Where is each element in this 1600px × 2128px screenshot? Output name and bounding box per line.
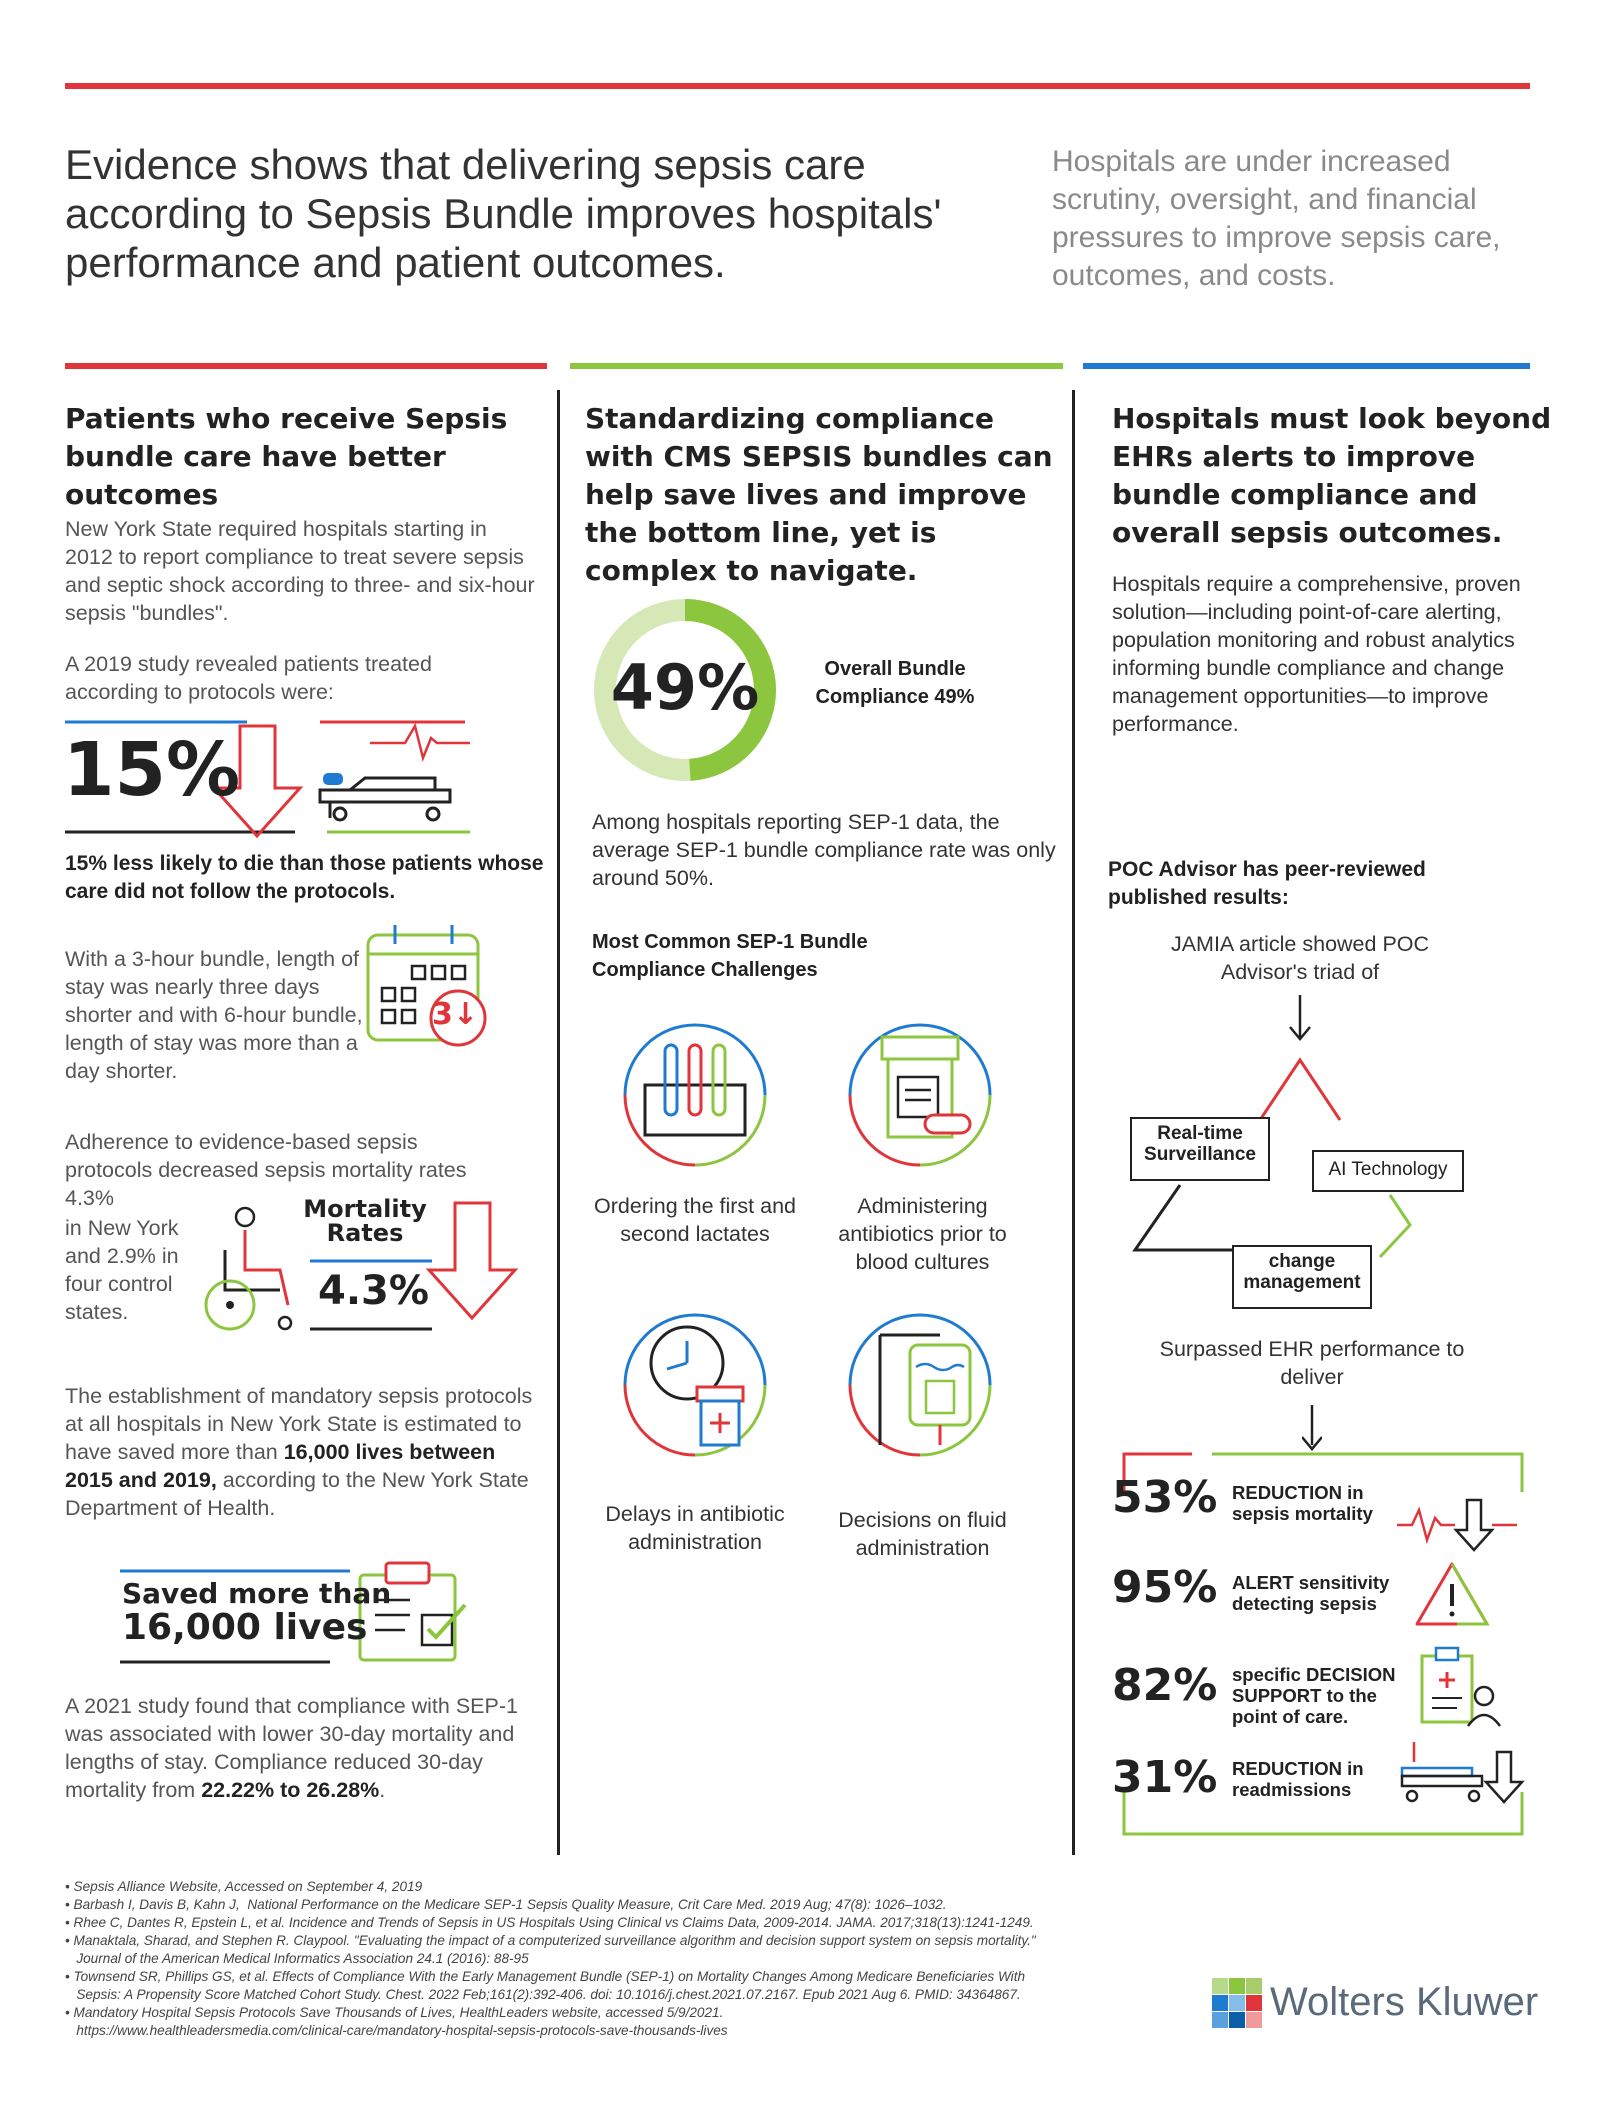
divider-1 [557, 390, 560, 1855]
establish-text: The establishment of mandatory sepsis protocols at all hospitals in New York State is estimated to have saved more than 16,000 lives between 2015 and 2019, according to the New York State Department of Health. [65, 1384, 533, 1520]
challenges-heading: Most Common SEP-1 Bundle Compliance Challenges [592, 931, 868, 981]
triad-real-time-surveillance: Real-time Surveillance [1130, 1117, 1270, 1181]
col2-p1: Among hospitals reporting SEP-1 data, the average SEP-1 bundle compliance rate was only around 50%. [592, 810, 1056, 890]
down-arrow-icon [1302, 1405, 1322, 1451]
reference-line: • Townsend SR, Phillips GS, et al. Effects of Compliance With the Early Management Bundle (SEP-1) on Mortality Changes Among Medicare Beneficiaries With [65, 1969, 1026, 1984]
los-text: With a 3-hour bundle, length of stay was nearly three days shorter and with 6-hour bundle, length of stay was more than a day shorter. [65, 947, 363, 1083]
col1-study-intro: A 2019 study revealed patients treated according to protocols were: [65, 652, 432, 704]
reference-line: Journal of the American Medical Informatics Association 24.1 (2016): 88-95 [65, 1951, 529, 1966]
antibiotics-icon [830, 1015, 1010, 1175]
col1-heading: Patients who receive Sepsis bundle care have better outcomes [65, 402, 508, 511]
reference-line: • Manaktala, Sharad, and Stephen R. Claypool. "Evaluating the impact of a computerized surveillance algorithm and decision support system on sepsis mortality." [65, 1933, 1036, 1948]
result-pct-4: 31% [1112, 1752, 1218, 1803]
subhead: Hospitals are under increased scrutiny, oversight, and financial pressures to improve sepsis care, outcomes, and costs. [1052, 145, 1501, 292]
test-tubes-icon [605, 1015, 785, 1175]
reference-line: Sepsis: A Propensity Score Matched Cohort Study. Chest. 2022 Feb;161(2):392-406. doi: 10.1016/j.chest.2021.07.2167. Epub 2021 Aug 6. PMID: 34364867. [65, 1987, 1021, 2002]
challenge-label-1: Ordering the first and second lactates [594, 1194, 796, 1246]
wheelchair-icon [206, 1208, 291, 1329]
iv-bag-icon [830, 1305, 1010, 1465]
triad-ai-technology: AI Technology [1312, 1150, 1464, 1192]
col1-intro: New York State required hospitals starting in 2012 to report compliance to treat severe sepsis and septic shock according to three- and six-hour sepsis "bundles". [65, 517, 535, 625]
stat15-value: 15% [63, 727, 241, 813]
reference-line: • Sepsis Alliance Website, Accessed on September 4, 2019 [65, 1879, 423, 1894]
alert-triangle-icon [1417, 1564, 1487, 1624]
surpassed-text: Surpassed EHR performance to deliver [1159, 1337, 1465, 1389]
wolters-kluwer-logo-icon [1212, 1978, 1264, 2030]
headline: Evidence shows that delivering sepsis care according to Sepsis Bundle improves hospitals' performance and patient outcomes. [65, 141, 942, 286]
challenge-label-2: Administering antibiotics prior to blood cultures [838, 1194, 1007, 1274]
result-desc-4: REDUCTION in readmissions [1232, 1758, 1364, 1800]
result-pct-3: 82% [1112, 1660, 1218, 1711]
challenge-label-4: Decisions on fluid administration [838, 1508, 1007, 1560]
heartbeat-down-icon [1397, 1500, 1517, 1550]
result-desc-2: ALERT sensitivity detecting sepsis [1232, 1572, 1390, 1614]
col2-rule [570, 363, 1063, 369]
pillow [323, 773, 343, 785]
col1-rule [65, 363, 547, 369]
clipboard-doctor-icon [1422, 1648, 1500, 1726]
col3-rule [1083, 363, 1530, 369]
mortality-label: Mortality Rates [303, 1195, 427, 1247]
reference-line: • Mandatory Hospital Sepsis Protocols Save Thousands of Lives, HealthLeaders website, accessed 5/9/2021. [65, 2005, 724, 2020]
brand-name: Wolters Kluwer [1270, 1980, 1539, 2024]
reference-line: https://www.healthleadersmedia.com/clinical-care/mandatory-hospital-sepsis-protocols-save-thousands-lives [65, 2023, 728, 2038]
study2021-text: A 2021 study found that compliance with SEP-1 was associated with lower 30-day mortality and lengths of stay. Compliance reduced 30-day mortality from 22.22% to 26.28%. [65, 1694, 518, 1802]
reference-line: • Barbash I, Davis B, Kahn J, National Performance on the Medicare SEP-1 Sepsis Quality Measure, Crit Care Med. 2019 Aug; 47(8): 1026–1032. [65, 1897, 947, 1912]
result-pct-2: 95% [1112, 1562, 1218, 1613]
poc-heading: POC Advisor has peer-reviewed published results: [1108, 858, 1426, 909]
stat15-caption: 15% less likely to die than those patients whose care did not follow the protocols. [65, 852, 544, 903]
heartbeat-line [370, 726, 470, 758]
divider-2 [1072, 390, 1075, 1855]
hospital-bed-down-icon [1402, 1742, 1522, 1802]
col3-heading: Hospitals must look beyond EHRs alerts to improve bundle compliance and overall sepsis outcomes. [1112, 402, 1552, 549]
mortality-value: 4.3% [318, 1268, 429, 1314]
down-arrow-icon [429, 1203, 515, 1318]
result-desc-1: REDUCTION in sepsis mortality [1232, 1482, 1373, 1524]
saved-line1: Saved more than [122, 1577, 392, 1610]
col3-p1: Hospitals require a comprehensive, proven solution—including point-of-care alerting, population monitoring and robust analytics informing bundle compliance and change management opportunities—to improve performance. [1112, 572, 1521, 736]
col2-heading: Standardizing compliance with CMS SEPSIS bundles can help save lives and improve the bottom line, yet is complex to navigate. [585, 402, 1053, 587]
adherence-rest: in New York and 2.9% in four control states. [65, 1216, 179, 1324]
donut-value: 49% [610, 651, 760, 724]
calendar-badge: 3↓ [432, 997, 479, 1032]
reference-line: • Rhee C, Dantes R, Epstein L, et al. Incidence and Trends of Sepsis in US Hospitals Using Clinical vs Claims Data, 2009-2014. JAMA. 2017;318(13):1241-1249. [65, 1915, 1034, 1930]
top-rule [65, 83, 1530, 89]
clock-medicine-icon [605, 1305, 785, 1465]
challenge-label-3: Delays in antibiotic administration [605, 1502, 785, 1554]
jamia-text: JAMIA article showed POC Advisor's triad of [1170, 932, 1430, 984]
result-desc-3: specific DECISION SUPPORT to the point of care. [1232, 1664, 1396, 1727]
triad-change-management: change management [1232, 1245, 1372, 1309]
donut-label: Overall Bundle Compliance 49% [815, 658, 975, 708]
result-pct-1: 53% [1112, 1472, 1218, 1523]
adherence-intro: Adherence to evidence-based sepsis protocols decreased sepsis mortality rates 4.3% [65, 1130, 467, 1210]
references [65, 1878, 1195, 2040]
saved-line2: 16,000 lives [122, 1607, 368, 1648]
